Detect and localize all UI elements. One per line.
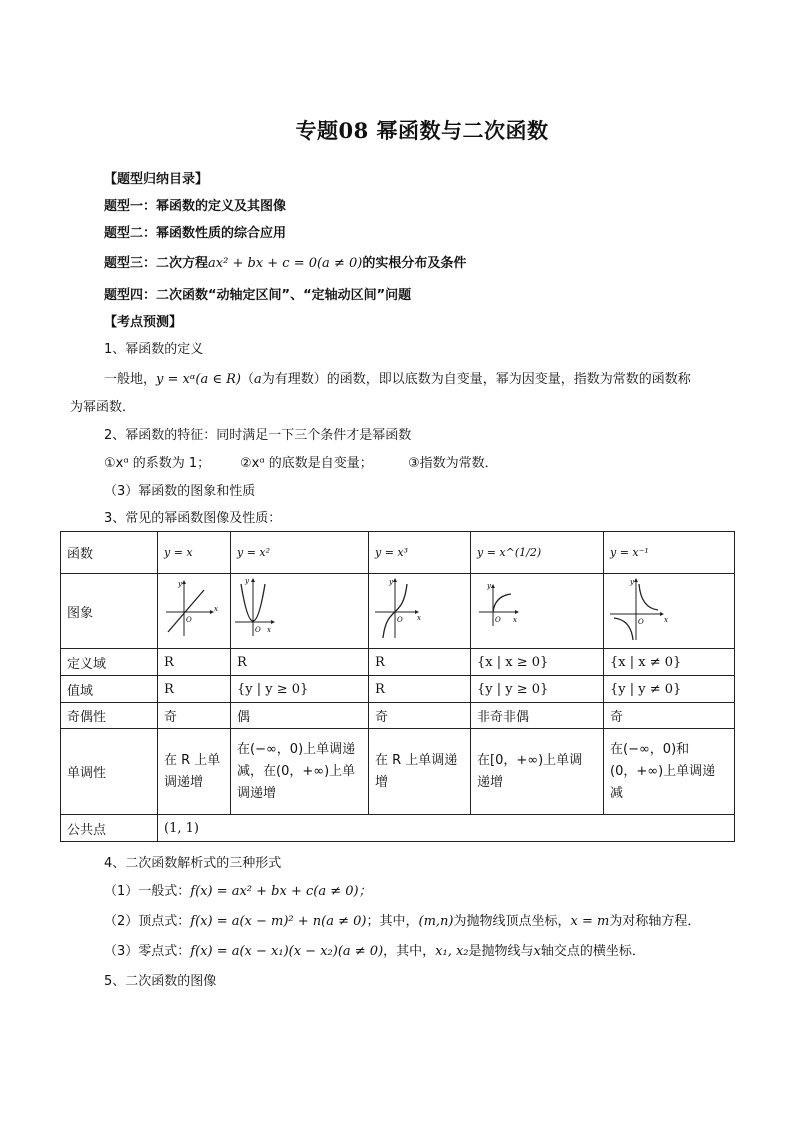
- sec4-form-2: [104, 910, 700, 929]
- axis-y-label: y: [389, 578, 393, 586]
- monotonic-line: 增: [375, 774, 389, 790]
- monotonic-line: 减: [610, 785, 624, 801]
- monotonic-line: (0，+∞)上单调递: [610, 763, 716, 779]
- domain-cell: {x | x ≥ 0}: [471, 649, 604, 676]
- sec4-heading: 4、二次函数解析式的三种形式: [104, 856, 282, 871]
- form-3-text: 是抛物线与: [468, 944, 534, 959]
- table-row: [61, 574, 735, 649]
- graph-y-x2: [231, 574, 341, 644]
- sec1-formula: y = xᵅ(a ∈ R): [156, 372, 241, 387]
- axis-y-label: y: [630, 578, 634, 586]
- func-cell: y = x²: [231, 532, 369, 574]
- table-row: [61, 532, 735, 574]
- sec2-sub3: （3）幂函数的图象和性质: [104, 484, 256, 499]
- monotonic-cell: [471, 729, 604, 815]
- monotonic-line: 在(−∞，0)上单调递: [237, 741, 356, 757]
- origin-label: O: [397, 616, 403, 624]
- axis-x-label: x: [664, 616, 668, 624]
- form-3-text: 轴交点的横坐标．: [540, 944, 645, 959]
- domain-cell: R: [369, 649, 471, 676]
- common-point-cell: (1, 1): [158, 815, 735, 842]
- range-cell: R: [158, 676, 231, 703]
- table-row: [61, 729, 735, 815]
- prediction-heading: 【考点预测】: [104, 315, 183, 330]
- axis-x-label: x: [267, 626, 271, 634]
- form-1-formula: f(x) = ax² + bx + c(a ≠ 0)；: [190, 884, 372, 899]
- row-label-range: 值域: [61, 676, 158, 703]
- range-cell: {y | y ≥ 0}: [471, 676, 604, 703]
- func-cell: y = x: [158, 532, 231, 574]
- sec3-heading: 3、常见的幂函数图像及性质：: [104, 511, 282, 526]
- parity-cell: 偶: [231, 703, 369, 729]
- catalog-heading: 【题型归纳目录】: [104, 172, 209, 187]
- form-2-text: ；其中，: [366, 914, 419, 929]
- monotonic-cell: [231, 729, 369, 815]
- catalog-item-1: 题型一：幂函数的定义及其图像: [104, 199, 287, 214]
- catalog-item-3-label: 题型三：二次方程: [104, 256, 209, 271]
- row-label-graph: 图象: [61, 574, 158, 649]
- func-cell: y = x^(1/2): [471, 532, 604, 574]
- func-cell: y = x³: [369, 532, 471, 574]
- graph-y-x: [158, 574, 230, 644]
- sec1-text-3: 为有理数）的函数，即以底数为自变量，幂为因变量，指数为常数的函数称: [261, 372, 691, 387]
- table-row: [61, 676, 735, 703]
- catalog-item-2: 题型二：幂函数性质的综合应用: [104, 226, 287, 241]
- monotonic-line: 在 R 上单调递: [375, 752, 458, 768]
- graph-y-inverse: [604, 574, 734, 644]
- origin-label: O: [495, 616, 501, 624]
- range-cell: {y | y ≠ 0}: [604, 676, 735, 703]
- table-row: [61, 815, 735, 842]
- sec2-condition-3: ③指数为常数．: [408, 456, 498, 471]
- row-label-monotonic: 单调性: [61, 729, 158, 815]
- form-2-vertex: (m,n): [418, 914, 454, 929]
- form-3-roots: x₁, x₂: [435, 944, 469, 959]
- range-cell: R: [369, 676, 471, 703]
- axis-y-label: y: [178, 580, 182, 588]
- monotonic-line: 在[0，+∞)上单调: [477, 752, 583, 768]
- sec2-condition-2: ②xᵅ 的底数是自变量；: [240, 456, 373, 471]
- origin-label: O: [638, 618, 644, 626]
- axis-y-label: y: [245, 577, 249, 585]
- row-label-domain: 定义域: [61, 649, 158, 676]
- monotonic-line: 递增: [477, 774, 504, 790]
- form-3-x: x: [533, 944, 541, 959]
- sec1-text-1: 一般地，: [104, 372, 157, 387]
- sec1-alpha: a: [253, 372, 262, 387]
- sec1-paragraph-end: 为幂函数．: [70, 400, 136, 415]
- graph-cell: [231, 574, 369, 649]
- catalog-item-3-suffix: 的实根分布及条件: [362, 256, 467, 271]
- graph-y-sqrt: [471, 574, 601, 644]
- parity-cell: 奇: [158, 703, 231, 729]
- graph-cell: [369, 574, 471, 649]
- monotonic-line: 调递增: [164, 774, 204, 790]
- monotonic-line: 减，在(0，+∞)上单: [237, 763, 356, 779]
- graph-cell: [604, 574, 735, 649]
- monotonic-cell: [369, 729, 471, 815]
- catalog-item-3: [104, 252, 466, 271]
- form-3-text: ，其中，: [383, 944, 436, 959]
- parity-cell: 非奇非偶: [471, 703, 604, 729]
- range-cell: {y | y ≥ 0}: [231, 676, 369, 703]
- graph-y-x3: [369, 574, 469, 644]
- form-2-text: 为对称轴方程．: [609, 914, 701, 929]
- row-label-function: 函数: [61, 532, 158, 574]
- domain-cell: {x | x ≠ 0}: [604, 649, 735, 676]
- form-3-formula: f(x) = a(x − x₁)(x − x₂)(a ≠ 0): [190, 944, 384, 959]
- domain-cell: R: [231, 649, 369, 676]
- parity-cell: 奇: [369, 703, 471, 729]
- form-2-formula: f(x) = a(x − m)² + n(a ≠ 0): [190, 914, 367, 929]
- origin-label: O: [186, 616, 192, 624]
- axis-x-label: x: [513, 616, 517, 624]
- page-title: 专题08 幂函数与二次函数: [295, 118, 549, 143]
- graph-cell: [471, 574, 604, 649]
- origin-label: O: [255, 626, 261, 634]
- parity-cell: 奇: [604, 703, 735, 729]
- form-2-label: （2）顶点式：: [104, 914, 191, 929]
- sec2-condition-1: ①xᵅ 的系数为 1；: [104, 456, 211, 471]
- sec2-heading: 2、幂函数的特征：同时满足一下三个条件才是幂函数: [104, 428, 412, 443]
- monotonic-cell: [158, 729, 231, 815]
- catalog-item-3-formula: ax² + bx + c = 0(a ≠ 0): [208, 256, 363, 271]
- domain-cell: R: [158, 649, 231, 676]
- monotonic-line: 在 R 上单: [164, 752, 221, 768]
- axis-x-label: x: [417, 614, 421, 622]
- row-label-common-point: 公共点: [61, 815, 158, 842]
- axis-y-label: y: [487, 582, 491, 590]
- form-1-label: （1）一般式：: [104, 884, 191, 899]
- graph-cell: [158, 574, 231, 649]
- axis-x-label: x: [214, 605, 218, 613]
- sec4-form-3: [104, 940, 645, 959]
- monotonic-cell: [604, 729, 735, 815]
- sec1-paragraph: [104, 368, 691, 387]
- sec1-text-2: （: [240, 372, 254, 387]
- sec5-heading: 5、二次函数的图像: [104, 974, 217, 989]
- sec4-form-1: [104, 880, 372, 899]
- table-row: [61, 703, 735, 729]
- form-2-text: 为抛物线顶点坐标，: [453, 914, 571, 929]
- table-row: [61, 649, 735, 676]
- monotonic-line: 在(−∞，0)和: [610, 741, 690, 757]
- monotonic-line: 调递增: [237, 785, 277, 801]
- catalog-item-4: 题型四：二次函数“动轴定区间”、“定轴动区间”问题: [104, 288, 412, 303]
- form-2-axis: x = m: [570, 914, 610, 929]
- power-function-table: [60, 531, 735, 842]
- sec1-heading: 1、幂函数的定义: [104, 342, 204, 357]
- form-3-label: （3）零点式：: [104, 944, 191, 959]
- func-cell: y = x⁻¹: [604, 532, 735, 574]
- row-label-parity: 奇偶性: [61, 703, 158, 729]
